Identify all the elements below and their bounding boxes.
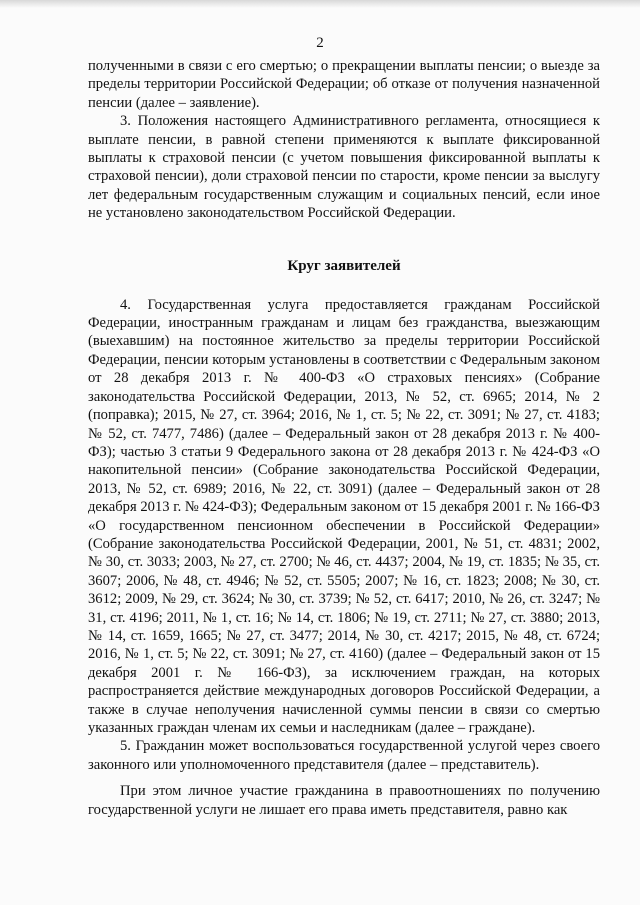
scan-edge <box>0 0 640 8</box>
spacer <box>88 275 600 296</box>
spacer <box>88 774 600 782</box>
section-heading: Круг заявителей <box>287 257 401 274</box>
paragraph-3: 3. Положения настоящего Административного регламента, относящиеся к выплате пенсии, в равной степени применяются к выплате фиксированной выплаты к страховой пенсии (с учетом повышения фиксированной выплаты к страховой пенсии), доли страховой пенсии по старости, кроме пенсии за выслугу лет федеральным государственным служащим и социальных пенсий, если иное не установлено законодательством Российской Федерации. <box>88 113 600 222</box>
paragraph-continuation: полученными в связи с его смертью; о прекращении выплаты пенсии; о выезде за пределы территории Российской Федерации; об отказе от получения назначенной пенсии (далее – заявление). <box>88 58 600 111</box>
page-number: 2 <box>316 35 324 51</box>
spacer <box>88 223 600 257</box>
document-body <box>88 57 600 819</box>
paragraph-representative: При этом личное участие гражданина в правоотношениях по получению государственной услуги не лишает его права иметь представителя, равно как <box>88 783 600 818</box>
paragraph-5: 5. Гражданин может воспользоваться государственной услугой через своего законного или уполномоченного представителя (далее – представитель). <box>88 738 600 773</box>
paragraph-4: 4. Государственная услуга предоставляется гражданам Российской Федерации, иностранным гражданам и лицам без гражданства, выезжающим (выехавшим) на постоянное жительство за пределы территории Российской Федерации, пенсии которым установлены в соответствии с Федеральным законом от 28 декабря 2013 г. № 400-ФЗ «О страховых пенсиях» (Собрание законодательства Российской Федерации, 2013, № 52, ст. 6965; 2014, № 2 (поправка); 2015, № 27, ст. 3964; 2016, № 1, ст. 5; № 22, ст. 3091; № 27, ст. 4183; № 52, ст. 7477, 7486) (далее – Федеральный закон от 28 декабря 2013 г. № 400-ФЗ); частью 3 статьи 9 Федерального закона от 28 декабря 2013 г. № 424-ФЗ «О накопительной пенсии» (Собрание законодательства Российской Федерации, 2013, № 52, ст. 6989; 2016, № 22, ст. 3091) (далее – Федеральный закон от 28 декабря 2013 г. № 424-ФЗ); Федеральным законом от 15 декабря 2001 г. № 166-ФЗ «О государственном пенсионном обеспечении в Российской Федерации» (Собрание законодательства Российской Федерации, 2001, № 51, ст. 4831; 2002, № 30, ст. 3033; 2003, № 27, ст. 2700; № 46, ст. 4437; 2004, № 19, ст. 1835; № 35, ст. 3607; 2006, № 48, ст. 4946; № 52, ст. 5505; 2007; № 16, ст. 1823; 2008; № 30, ст. 3612; 2009, № 29, ст. 3624; № 30, ст. 3739; № 52, ст. 6417; 2010, № 26, ст. 3247; № 31, ст. 4196; 2011, № 1, ст. 16; № 14, ст. 1806; № 19, ст. 2711; № 27, ст. 3880; 2013, № 14, ст. 1659, 1665; № 27, ст. 3477; 2014, № 30, ст. 4217; 2015, № 48, ст. 6724; 2016, № 1, ст. 5; № 22, ст. 3091; № 27, ст. 4160) (далее – Федеральный закон от 15 декабря 2001 г. № 166-ФЗ), за исключением граждан, на которых распространяется действие международных договоров Российской Федерации, а также в случае неполучения начисленной суммы пенсии в связи со смертью указанных граждан членам их семьи и наследникам (далее – граждане). <box>88 296 600 736</box>
